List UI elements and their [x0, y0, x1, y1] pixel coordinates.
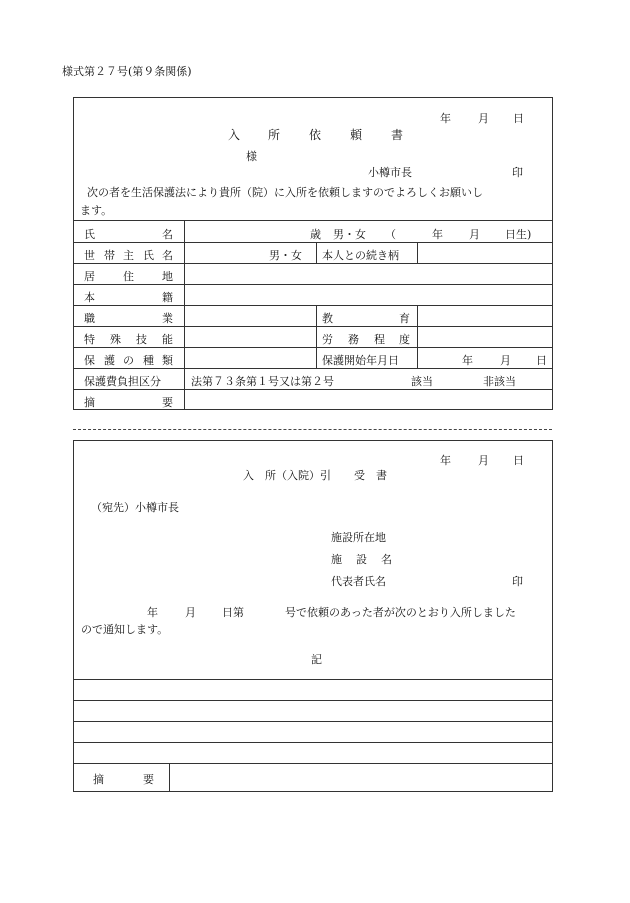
date-day: 日: [513, 454, 524, 467]
label-char: 護: [104, 354, 115, 367]
relation-label: 本人との続き柄: [322, 249, 399, 262]
label-char: 種: [143, 354, 154, 367]
row-divider: [73, 284, 553, 285]
label-char: 帯: [104, 249, 115, 262]
label-char: 職: [84, 312, 95, 325]
sender: 小樽市長: [368, 166, 412, 179]
row-divider: [73, 326, 553, 327]
applicable-option: 該当: [411, 375, 433, 388]
col-divider: [169, 763, 170, 792]
label-char: 世: [84, 249, 95, 262]
label-char: 技: [136, 333, 147, 346]
col-divider: [417, 242, 418, 263]
seal: 印: [512, 575, 523, 588]
title-char: 依: [309, 128, 322, 142]
sex-option: 男・女: [269, 249, 302, 262]
body-year: 年: [147, 606, 158, 619]
paren: （: [385, 228, 396, 241]
seal: 印: [512, 166, 523, 179]
col-divider: [184, 220, 185, 410]
form-number: 様式第２７号(第９条関係): [62, 65, 192, 78]
col-divider: [417, 305, 418, 368]
label-char: 名: [162, 249, 173, 262]
representative-label: 代表者氏名: [331, 575, 386, 588]
label-char: 主: [123, 249, 134, 262]
label-char: 能: [162, 333, 173, 346]
cut-line: [73, 429, 552, 430]
body-rest: 号で依頼のあった者が次のとおり入所しました: [285, 606, 516, 619]
body-line2: ので通知します。: [81, 623, 169, 636]
label-char: 名: [162, 228, 173, 241]
label-char: 本: [84, 291, 95, 304]
start-date-label: 保護開始年月日: [322, 354, 399, 367]
label-char: 労: [322, 333, 333, 346]
label-char: 要: [143, 773, 154, 786]
birth-month: 月: [469, 228, 480, 241]
title-part: 受: [354, 469, 365, 482]
start-day: 日: [536, 354, 547, 367]
label-char: 摘: [93, 773, 104, 786]
label-char: 氏: [143, 249, 154, 262]
start-year: 年: [462, 354, 473, 367]
addressee-suffix: 様: [246, 150, 257, 163]
row-divider: [73, 389, 553, 390]
title-part: 書: [376, 469, 387, 482]
row-divider: [73, 305, 553, 306]
label-char: 籍: [162, 291, 173, 304]
title-char: 入: [228, 128, 241, 142]
law-text: 法第７３条第１号又は第２号: [191, 375, 334, 388]
label-char: 摘: [84, 396, 95, 409]
age-label: 歳: [310, 228, 321, 241]
label-char: 業: [162, 312, 173, 325]
title-part: 所（入院）引: [265, 469, 331, 482]
label-char: 氏: [84, 228, 95, 241]
label-char: の: [123, 354, 134, 367]
date-year: 年: [440, 112, 451, 125]
label-char: 特: [84, 333, 95, 346]
label-char: 設: [356, 553, 367, 566]
request-body-line1: 次の者を生活保護法により貴所（院）に入所を依頼しますのでよろしくお願いし: [87, 186, 483, 199]
label-char: 住: [123, 270, 134, 283]
label-char: 保: [84, 354, 95, 367]
date-month: 月: [478, 454, 489, 467]
row-divider: [73, 700, 553, 701]
label-char: 程: [374, 333, 385, 346]
addressee: （宛先）小樽市長: [91, 501, 179, 514]
note-heading: 記: [311, 653, 322, 666]
label-char: 教: [322, 312, 333, 325]
date-year: 年: [440, 454, 451, 467]
title-char: 所: [268, 128, 281, 142]
col-divider: [316, 242, 317, 263]
row-divider: [73, 763, 553, 764]
row-divider: [73, 242, 553, 243]
row-divider: [73, 368, 553, 369]
burden-label: 保護費負担区分: [84, 375, 161, 388]
label-char: 類: [162, 354, 173, 367]
label-char: 居: [84, 270, 95, 283]
col-divider: [316, 305, 317, 368]
label-char: 育: [399, 312, 410, 325]
body-day: 日第: [222, 606, 244, 619]
row-divider: [73, 220, 553, 221]
row-divider: [73, 721, 553, 722]
label-char: 名: [381, 553, 392, 566]
label-char: 施: [331, 553, 342, 566]
label-char: 度: [399, 333, 410, 346]
not-applicable-option: 非該当: [483, 375, 516, 388]
facility-address-label: 施設所在地: [331, 531, 386, 544]
row-divider: [73, 347, 553, 348]
label-char: 地: [162, 270, 173, 283]
row-divider: [73, 263, 553, 264]
title-part: 入: [243, 469, 254, 482]
row-divider: [73, 742, 553, 743]
title-char: 頼: [350, 128, 363, 142]
row-divider: [73, 679, 553, 680]
date-month: 月: [478, 112, 489, 125]
body-month: 月: [185, 606, 196, 619]
birth-day: 日生): [505, 228, 532, 241]
sex-option: 男・女: [333, 228, 366, 241]
birth-year: 年: [432, 228, 443, 241]
title-char: 書: [391, 128, 404, 142]
label-char: 殊: [110, 333, 121, 346]
label-char: 要: [162, 396, 173, 409]
label-char: 務: [348, 333, 359, 346]
start-month: 月: [500, 354, 511, 367]
date-day: 日: [513, 112, 524, 125]
request-body-line2: ます。: [80, 204, 113, 217]
